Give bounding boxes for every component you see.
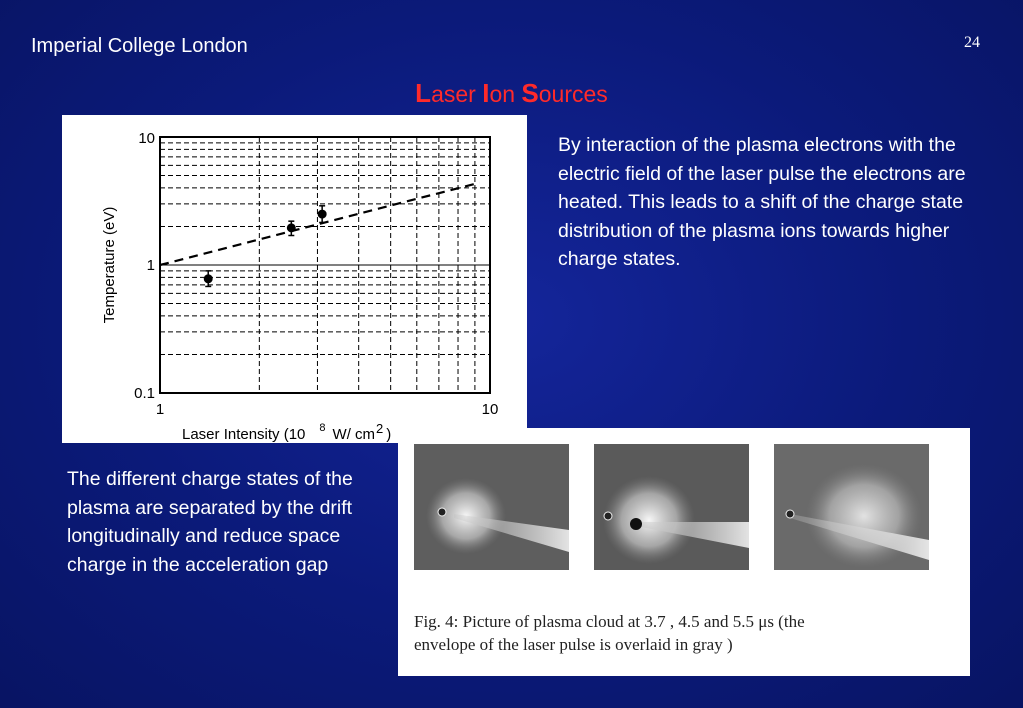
x-axis-label — [182, 421, 391, 443]
chart-grid — [160, 137, 490, 393]
title-cap-2: I — [482, 78, 490, 108]
x-axis-label-unit: W/ cm — [332, 426, 376, 443]
x-axis-label-text: Laser Intensity (10 — [182, 426, 306, 443]
figure-caption — [414, 610, 959, 656]
y-axis-label: Temperature (eV) — [101, 206, 118, 324]
plasma-photo-3 — [774, 444, 929, 570]
title-cap-3: S — [521, 78, 539, 108]
y-tick-label-0-1: 0.1 — [134, 385, 155, 402]
slide-title — [0, 78, 1023, 109]
institution-name: Imperial College London — [31, 35, 248, 57]
title-rest-3: ources — [538, 81, 608, 107]
data-points — [204, 206, 327, 287]
temperature-chart — [62, 115, 527, 443]
fit-line — [160, 183, 480, 265]
title-cap-1: L — [415, 78, 432, 108]
x-tick-label-1: 1 — [155, 401, 165, 418]
x-tick-label-10: 10 — [481, 401, 499, 418]
x-axis-label-exponent: 8 — [319, 422, 326, 434]
caption-line-1: Fig. 4: Picture of plasma cloud at 3.7 , 4.5 and 5.5 μs (the — [414, 612, 805, 631]
page-number: 24 — [964, 34, 980, 51]
interaction-paragraph: By interaction of the plasma electrons with the electric field of the laser pulse the electrons are heated. This leads to a shift of the charge state distribution of the plasma ions towards higher charge states. — [558, 134, 966, 270]
data-point — [318, 210, 327, 219]
data-point — [287, 223, 296, 232]
x-axis-label-close: ) — [386, 426, 392, 443]
title-rest-2: on — [489, 81, 522, 107]
caption-line-2: envelope of the laser pulse is overlaid in gray ) — [414, 635, 733, 654]
plasma-photo-1 — [414, 444, 569, 570]
y-tick-label-1: 1 — [146, 257, 155, 274]
x-axis-label-unit-exponent: 2 — [376, 421, 384, 436]
plasma-figure — [398, 428, 970, 676]
separation-paragraph: The different charge states of the plasma are separated by the drift longitudinally and reduce space charge in the acceleration gap — [67, 468, 353, 576]
y-tick-label-10: 10 — [138, 130, 155, 147]
title-rest-1: aser — [431, 81, 483, 107]
data-point — [204, 274, 213, 283]
plasma-photo-2 — [594, 444, 749, 570]
